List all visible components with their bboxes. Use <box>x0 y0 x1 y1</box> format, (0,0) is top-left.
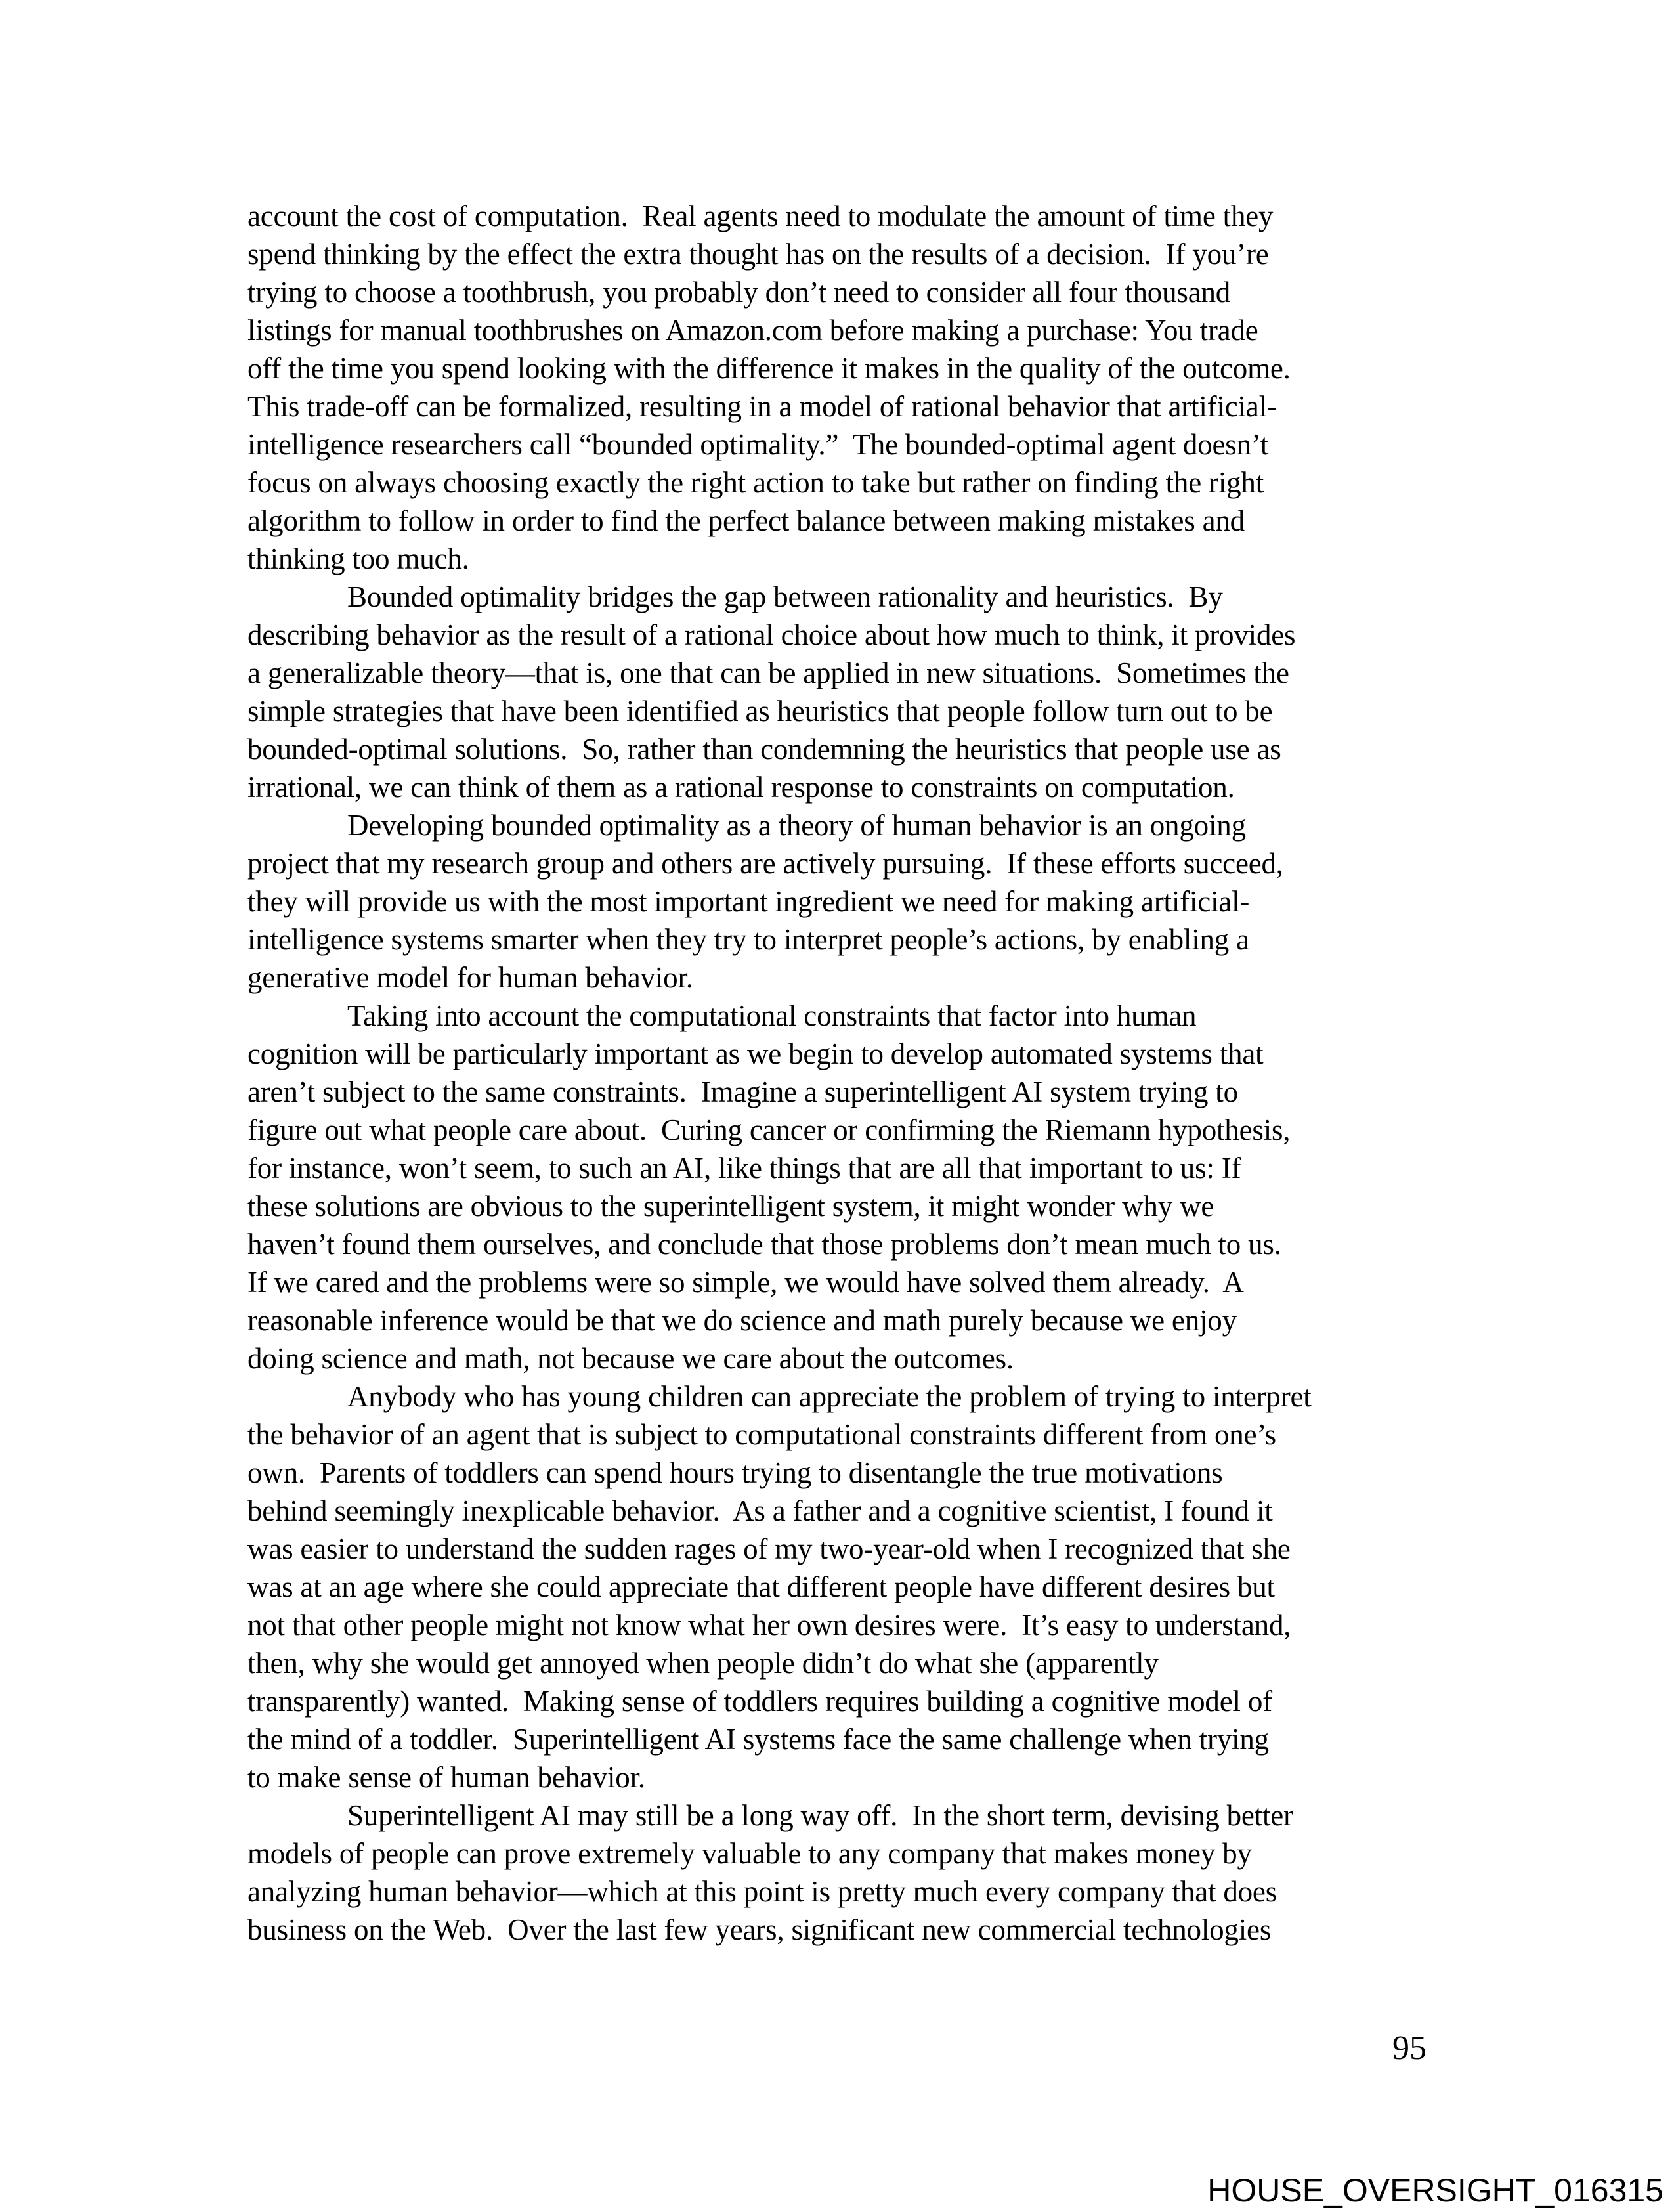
paragraph <box>247 1796 1439 1949</box>
text-line: Superintelligent AI may still be a long way off. In the short term, devising better <box>347 1799 1293 1832</box>
text-line: simple strategies that have been identified as heuristics that people follow turn out to be <box>247 695 1273 727</box>
text-line: off the time you spend looking with the difference it makes in the quality of the outcome. <box>247 352 1291 385</box>
text-line: cognition will be particularly important as we begin to develop automated systems that <box>247 1037 1264 1070</box>
text-line: transparently) wanted. Making sense of toddlers requires building a cognitive model of <box>247 1685 1272 1718</box>
page-number: 95 <box>1392 2029 1427 2067</box>
text-line: to make sense of human behavior. <box>247 1761 645 1794</box>
text-line: reasonable inference would be that we do science and math purely because we enjoy <box>247 1304 1237 1337</box>
text-line: business on the Web. Over the last few years, significant new commercial technologies <box>247 1913 1272 1946</box>
text-line: models of people can prove extremely valuable to any company that makes money by <box>247 1837 1252 1870</box>
text-line: a generalizable theory—that is, one that can be applied in new situations. Sometimes the <box>247 657 1289 689</box>
text-line: project that my research group and others are actively pursuing. If these efforts succeed, <box>247 847 1283 880</box>
text-line: haven’t found them ourselves, and conclude that those problems don’t mean much to us. <box>247 1228 1281 1261</box>
text-line: Developing bounded optimality as a theory of human behavior is an ongoing <box>347 809 1246 842</box>
text-line: If we cared and the problems were so simple, we would have solved them already. A <box>247 1266 1244 1299</box>
paragraph <box>247 197 1439 578</box>
text-line: for instance, won’t seem, to such an AI, like things that are all that important to us: If <box>247 1152 1241 1184</box>
text-line: they will provide us with the most important ingredient we need for making artificial- <box>247 885 1250 918</box>
text-line: generative model for human behavior. <box>247 961 693 994</box>
text-line: focus on always choosing exactly the right action to take but rather on finding the right <box>247 466 1264 499</box>
text-line: these solutions are obvious to the superintelligent system, it might wonder why we <box>247 1190 1214 1223</box>
text-line: then, why she would get annoyed when people didn’t do what she (apparently <box>247 1647 1159 1680</box>
text-line: This trade-off can be formalized, resulting in a model of rational behavior that artificial- <box>247 390 1277 423</box>
text-line: Anybody who has young children can appreciate the problem of trying to interpret <box>347 1380 1312 1413</box>
text-line: the behavior of an agent that is subject to computational constraints different from one’s <box>247 1418 1276 1451</box>
paragraph <box>247 806 1439 997</box>
text-line: describing behavior as the result of a rational choice about how much to think, it provides <box>247 618 1296 651</box>
paragraph <box>247 1377 1439 1796</box>
text-line: figure out what people care about. Curing cancer or confirming the Riemann hypothesis, <box>247 1114 1291 1146</box>
paragraph <box>247 578 1439 806</box>
text-line: Bounded optimality bridges the gap between rationality and heuristics. By <box>347 580 1223 613</box>
text-line: spend thinking by the effect the extra thought has on the results of a decision. If you’re <box>247 238 1269 271</box>
text-line: was at an age where she could appreciate that different people have different desires but <box>247 1571 1275 1603</box>
bates-stamp: HOUSE_OVERSIGHT_016315 <box>1207 2172 1663 2209</box>
paragraph <box>247 997 1439 1377</box>
text-line: listings for manual toothbrushes on Amazon.com before making a purchase: You trade <box>247 314 1258 347</box>
text-line: was easier to understand the sudden rages of my two-year-old when I recognized that she <box>247 1532 1291 1565</box>
text-line: not that other people might not know what her own desires were. It’s easy to understand, <box>247 1609 1291 1641</box>
text-line: irrational, we can think of them as a rational response to constraints on computation. <box>247 771 1235 804</box>
text-line: behind seemingly inexplicable behavior. As a father and a cognitive scientist, I found it <box>247 1494 1273 1527</box>
text-line: Taking into account the computational constraints that factor into human <box>347 999 1197 1032</box>
text-line: thinking too much. <box>247 542 469 575</box>
text-line: aren’t subject to the same constraints. Imagine a superintelligent AI system trying to <box>247 1075 1238 1108</box>
text-line: algorithm to follow in order to find the perfect balance between making mistakes and <box>247 504 1245 537</box>
text-line: intelligence systems smarter when they try to interpret people’s actions, by enabling a <box>247 923 1249 956</box>
text-line: trying to choose a toothbrush, you probably don’t need to consider all four thousand <box>247 276 1231 309</box>
body-text <box>247 197 1439 1949</box>
text-line: bounded-optimal solutions. So, rather than condemning the heuristics that people use as <box>247 733 1281 766</box>
text-line: doing science and math, not because we care about the outcomes. <box>247 1342 1014 1375</box>
text-line: intelligence researchers call “bounded optimality.” The bounded-optimal agent doesn’t <box>247 428 1269 461</box>
text-line: account the cost of computation. Real agents need to modulate the amount of time they <box>247 200 1274 232</box>
text-line: the mind of a toddler. Superintelligent AI systems face the same challenge when trying <box>247 1723 1269 1756</box>
text-line: own. Parents of toddlers can spend hours trying to disentangle the true motivations <box>247 1456 1223 1489</box>
text-line: analyzing human behavior—which at this point is pretty much every company that does <box>247 1875 1277 1908</box>
